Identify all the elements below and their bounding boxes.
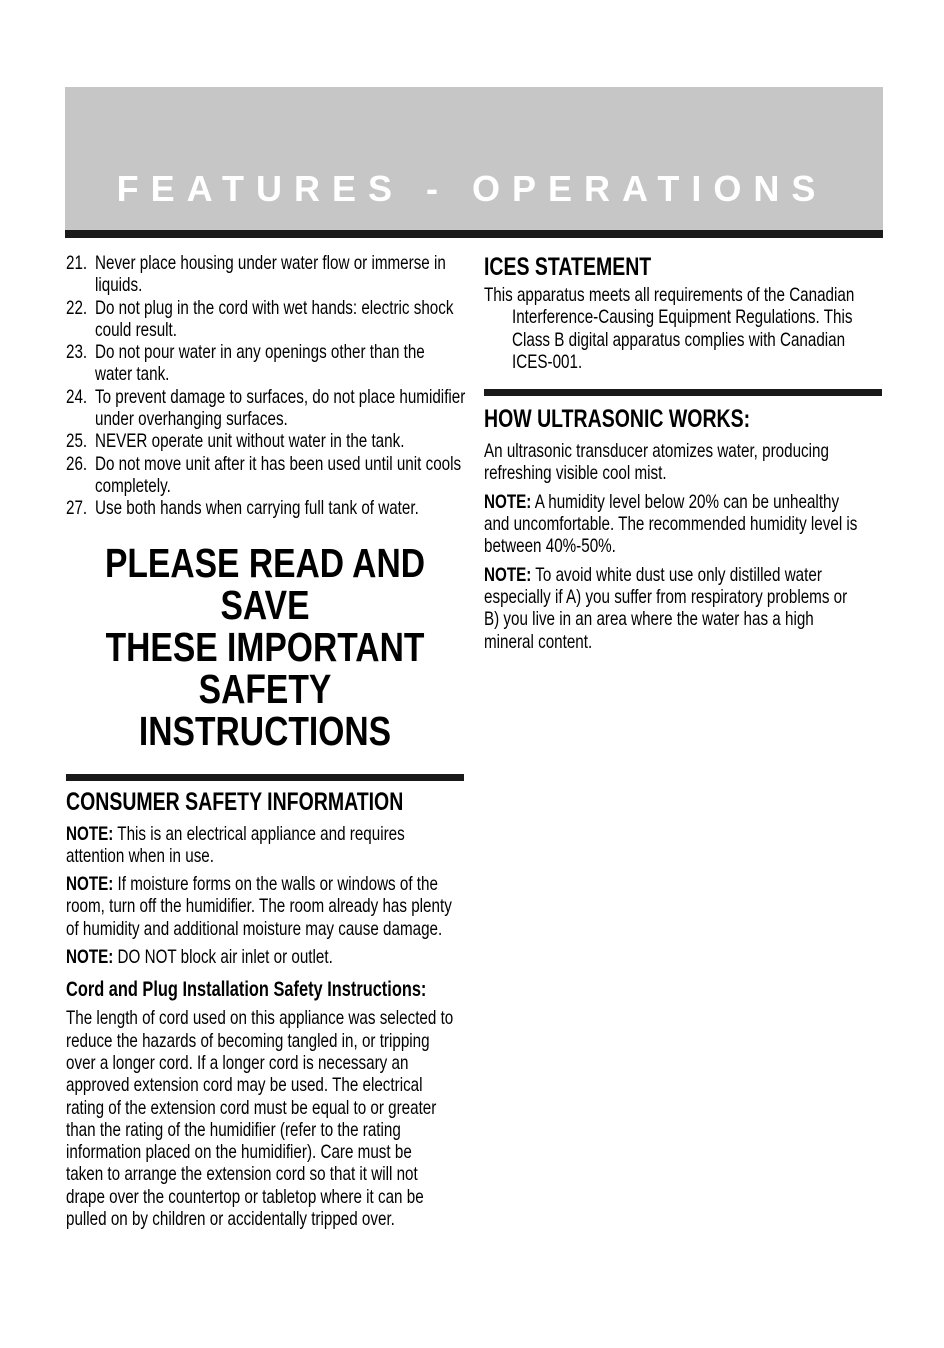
intro-paragraph [484, 440, 882, 485]
ices-section [484, 252, 882, 373]
right-column [484, 252, 882, 653]
note-label: NOTE: [484, 490, 532, 513]
heading-line: THESE IMPORTANT SAFETY [105, 623, 425, 712]
list-item [66, 297, 464, 342]
cord-paragraph [66, 1007, 464, 1230]
left-column [66, 252, 464, 1230]
paragraph-line: ICES-001. [512, 350, 583, 373]
note-paragraph [484, 491, 882, 558]
page-title: FEATURES - OPERATIONS [116, 168, 828, 209]
list-text: liquids. [95, 274, 143, 297]
list-text: under overhanging surfaces. [95, 408, 288, 431]
note-text: To avoid white dust use only distilled water [531, 563, 822, 586]
save-instructions-heading [66, 539, 465, 754]
note-text: This is an electrical appliance and requires [113, 822, 405, 845]
list-text: Do not move unit after it has been used until unit cools [95, 452, 462, 475]
list-item [66, 252, 464, 297]
note-label: NOTE: [484, 563, 532, 586]
heading-line: PLEASE READ AND SAVE [104, 539, 426, 628]
paragraph-line: Interference-Causing Equipment Regulations. This [512, 306, 853, 329]
subsection-title: Cord and Plug Installation Safety Instructions: [66, 978, 427, 1002]
section-divider [484, 389, 882, 396]
paragraph-line: rating of the extension cord must be equal to or greater [66, 1096, 437, 1119]
list-item [66, 497, 464, 519]
list-number: 26. [66, 452, 88, 475]
header-band [65, 87, 883, 232]
section-title: HOW ULTRASONIC WORKS: [484, 405, 751, 434]
list-text: Do not pour water in any openings other than the [95, 341, 425, 364]
paragraph-line: This apparatus meets all requirements of the Canadian [484, 284, 855, 306]
paragraph-line: information placed on the humidifier). Care must be [66, 1141, 412, 1164]
list-number: 23. [66, 341, 88, 364]
paragraph-line: Class B digital apparatus complies with Canadian [512, 328, 846, 351]
paragraph-line: An ultrasonic transducer atomizes water, producing [484, 440, 829, 463]
note-text: between 40%-50%. [484, 535, 616, 558]
list-text: could result. [95, 318, 178, 341]
list-number: 21. [66, 252, 88, 274]
list-text: Never place housing under water flow or immerse in [95, 252, 446, 274]
list-text: Do not plug in the cord with wet hands: electric shock [95, 296, 454, 319]
section-title: ICES STATEMENT [484, 253, 652, 281]
paragraph-line: refreshing visible cool mist. [484, 462, 667, 485]
list-number: 27. [66, 497, 88, 520]
note-text: and uncomfortable. The recommended humidity level is [484, 513, 858, 536]
note-paragraph [66, 946, 464, 968]
cord-safety-section [66, 978, 464, 1230]
list-text: completely. [95, 474, 171, 497]
note-paragraph [66, 823, 464, 868]
list-text: NEVER operate unit without water in the tank. [95, 430, 405, 453]
note-text: especially if A) you suffer from respiratory problems or [484, 585, 848, 608]
list-text: water tank. [95, 363, 170, 386]
ices-paragraph [484, 284, 882, 373]
paragraph-line: drape over the countertop or tabletop where it can be [66, 1185, 424, 1208]
list-number: 25. [66, 430, 88, 453]
note-label: NOTE: [66, 822, 114, 845]
safety-list [66, 252, 464, 520]
list-text: Use both hands when carrying full tank of water. [95, 497, 419, 520]
note-paragraph [484, 564, 882, 653]
note-paragraph [66, 873, 464, 940]
paragraph-line: taken to arrange the extension cord so that it will not [66, 1163, 418, 1186]
paragraph-line: over a longer cord. If a longer cord is necessary an [66, 1051, 409, 1074]
heading-line: INSTRUCTIONS [138, 707, 392, 754]
header-divider [65, 230, 883, 238]
note-text: DO NOT block air inlet or outlet. [113, 946, 333, 969]
paragraph-line: The length of cord used on this appliance was selected to [66, 1007, 454, 1030]
paragraph-line: than the rating of the humidifier (refer to the rating [66, 1118, 401, 1141]
paragraph-line: pulled on by children or accidentally tripped over. [66, 1208, 395, 1231]
list-number: 22. [66, 296, 88, 319]
paragraph-line: approved extension cord may be used. The electrical [66, 1074, 423, 1097]
note-text: B) you live in an area where the water has a high [484, 608, 814, 631]
list-item [66, 386, 464, 431]
list-item [66, 430, 464, 452]
section-title: CONSUMER SAFETY INFORMATION [66, 787, 404, 816]
note-text: of humidity and additional moisture may cause damage. [66, 917, 443, 940]
list-number: 24. [66, 385, 88, 408]
paragraph-line: reduce the hazards of becoming tangled in, or tripping [66, 1029, 430, 1052]
list-item [66, 341, 464, 386]
list-text: To prevent damage to surfaces, do not place humidifier [95, 385, 466, 408]
note-label: NOTE: [66, 946, 114, 969]
ultrasonic-section [484, 404, 882, 653]
note-text: A humidity level below 20% can be unhealthy [531, 490, 840, 513]
list-item [66, 453, 464, 498]
note-text: attention when in use. [66, 844, 214, 867]
note-text: If moisture forms on the walls or windows of the [113, 873, 438, 896]
section-divider [66, 774, 464, 781]
note-label: NOTE: [66, 873, 114, 896]
consumer-safety-section [66, 787, 464, 969]
note-text: room, turn off the humidifier. The room already has plenty [66, 895, 452, 918]
note-text: mineral content. [484, 630, 593, 653]
